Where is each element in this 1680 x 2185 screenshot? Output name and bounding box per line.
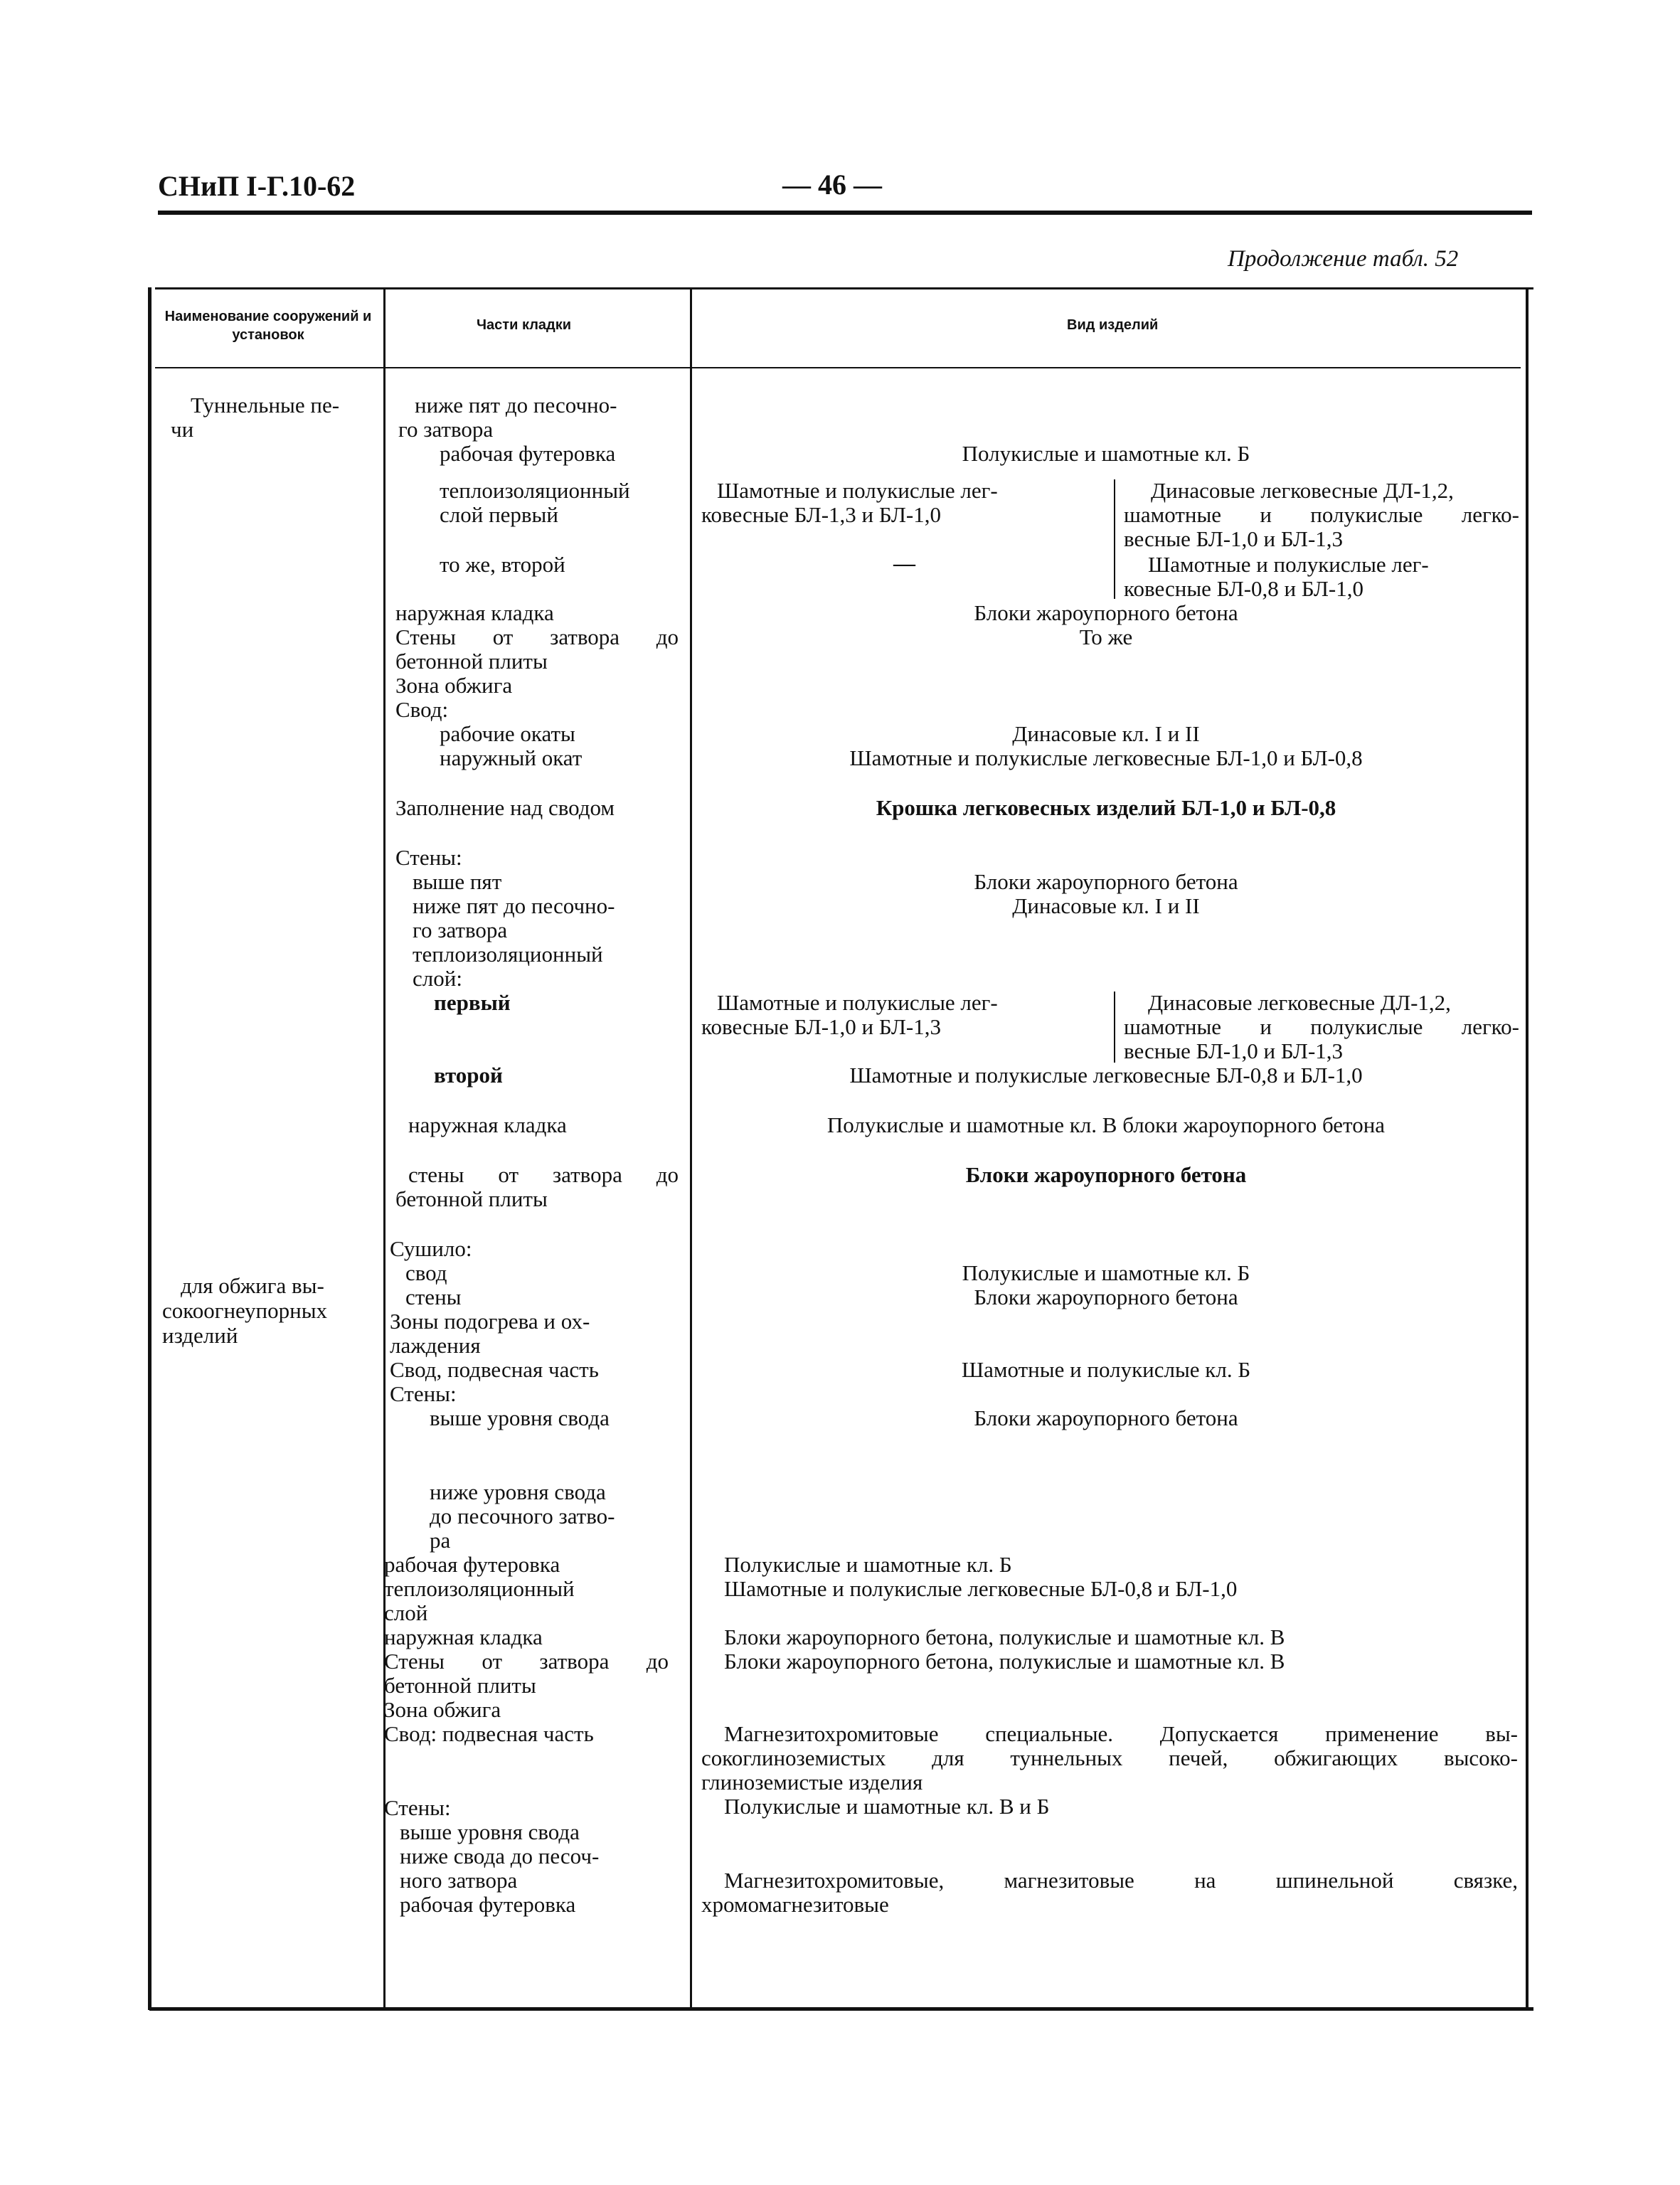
table-bottom-border [149,2007,1533,2011]
part-line: го затвора [398,417,494,442]
product-line: Магнезитохромитовые, магнезитовые на шпинельной связке, [724,1868,1518,1893]
installation-high-line-1: для обжига вы- [181,1273,324,1298]
part-line: Заполнение над сводом [395,795,615,820]
document-code: СНиП I-Г.10-62 [158,170,356,202]
part-line: Свод, подвесная часть [390,1357,599,1382]
part-line: то же, второй [440,552,565,577]
part-line: ного затвора [400,1868,518,1893]
part-line: Свод: подвесная часть [384,1721,594,1746]
column-header-parts: Части кладки [477,317,572,333]
product-line: Блоки жароупорного бетона [965,1162,1247,1187]
product-line: Блоки жароупорного бетона, полукислые и шамотные кл. В [724,1649,1285,1674]
product-line: Полукислые и шамотные кл. Б [962,441,1250,466]
installation-tunnel-line-2: чи [171,417,194,442]
page-number: — 46 — [782,169,882,201]
table-right-border [1526,287,1529,2009]
part-line: бетонной плиты [384,1673,536,1698]
product-line: Блоки жароупорного бетона [974,1285,1238,1309]
column-divider-2 [690,287,692,2009]
part-line: наружная кладка [408,1112,567,1137]
part-line: Зона обжига [395,673,513,698]
part-line: теплоизоляционный [384,1576,575,1601]
product-line: Блоки жароупорного бетона [974,600,1238,625]
product-line: глиноземистые изделия [701,1770,923,1795]
part-line: бетонной плиты [395,1186,548,1211]
part-line: ниже пят до песочно- [413,893,615,918]
product-line: Магнезитохромитовые специальные. Допускается применение вы- [724,1721,1518,1746]
product-line: Динасовые кл. I и II [1012,721,1200,746]
part-line: Стены: [390,1381,457,1406]
product-line: Шамотные и полукислые легковесные БЛ-0,8 и БЛ-1,0 [849,1063,1363,1088]
product-line: Шамотные и полукислые кл. Б [961,1357,1251,1382]
product-line-right: весные БЛ-1,0 и БЛ-1,3 [1124,1038,1344,1063]
product-line-right: ковесные БЛ-0,8 и БЛ-1,0 [1124,576,1364,601]
part-line: до песочного затво- [430,1504,615,1529]
product-line: Полукислые и шамотные кл. В блоки жароупорного бетона [826,1112,1386,1137]
part-line: Стены от затвора до [395,624,679,649]
part-line: Стены: [395,845,462,870]
part-line: Зоны подогрева и ох- [390,1309,590,1334]
column-header-name: Наименование сооружений и установок [164,309,372,343]
part-line: наружная кладка [384,1625,543,1649]
product-line: сокоглиноземистых для туннельных печей, обжигающих высоко- [701,1745,1518,1770]
part-line: бетонной плиты [395,649,548,674]
header-bottom-border [155,367,1521,368]
part-line: ниже пят до песочно- [415,393,617,418]
product-line-right: Динасовые легковесные ДЛ-1,2, [1148,990,1451,1015]
product-line-right: Шамотные и полукислые лег- [1148,552,1429,577]
part-line: второй [434,1063,503,1088]
part-line: ниже уровня свода [430,1479,606,1504]
split-divider [1114,479,1115,599]
product-line: Полукислые и шамотные кл. Б [724,1552,1012,1577]
product-line-right: шамотные и полукислые легко- [1124,1014,1519,1039]
part-line: слой [384,1600,428,1625]
part-line: теплоизоляционный [440,478,630,503]
part-line: рабочая футеровка [384,1552,560,1577]
product-line: Блоки жароупорного бетона [974,869,1238,894]
part-line: Стены от затвора до [384,1649,669,1674]
part-line: выше уровня свода [400,1819,580,1844]
part-line: стены от затвора до [408,1162,679,1187]
part-line: го затвора [413,918,508,942]
product-line-right: весные БЛ-1,0 и БЛ-1,3 [1124,526,1344,551]
product-line: Крошка легковесных изделий БЛ-1,0 и БЛ-0,8 [876,795,1336,820]
product-line: Блоки жароупорного бетона [974,1405,1238,1430]
part-line: Свод: [395,697,449,722]
part-line: стены [405,1285,462,1309]
table-left-border [148,287,151,2010]
part-line: теплоизоляционный [413,942,603,967]
product-line-left: ковесные БЛ-1,0 и БЛ-1,3 [701,1014,942,1039]
product-line: Динасовые кл. I и II [1012,893,1200,918]
part-line: выше уровня свода [430,1405,610,1430]
product-dash: — [893,551,915,575]
column-divider-1 [383,287,386,2009]
part-line: Зона обжига [384,1697,501,1722]
part-line: рабочая футеровка [440,441,616,466]
table-top-border [155,287,1533,289]
product-line: То же [1079,624,1133,649]
part-line: Стены: [384,1795,451,1820]
part-line: рабочая футеровка [400,1892,576,1917]
product-line-left: Шамотные и полукислые лег- [717,478,998,503]
part-line: свод [405,1260,447,1285]
product-line: Блоки жароупорного бетона, полукислые и шамотные кл. В [724,1625,1285,1649]
product-line-left: Шамотные и полукислые лег- [717,990,998,1015]
product-line: хромомагнезитовые [701,1892,889,1917]
part-line: ниже свода до песоч- [400,1844,600,1868]
part-line: первый [434,990,511,1015]
product-line: Шамотные и полукислые легковесные БЛ-0,8 и БЛ-1,0 [724,1576,1238,1601]
installation-tunnel-line-1: Туннельные пе- [191,393,340,418]
part-line: выше пят [413,869,502,894]
part-line: ра [430,1528,451,1553]
column-header-products: Вид изделий [1067,317,1159,333]
part-line: наружный окат [440,745,583,770]
split-divider [1114,992,1115,1063]
part-line: Сушило: [390,1236,472,1261]
product-line: Полукислые и шамотные кл. Б [962,1260,1250,1285]
header-rule [158,211,1532,215]
product-line-right: Динасовые легковесные ДЛ-1,2, [1151,478,1454,503]
part-line: наружная кладка [395,600,554,625]
table-continuation-note: Продолжение табл. 52 [1228,246,1459,272]
product-line-right: шамотные и полукислые легко- [1124,502,1519,527]
product-line: Шамотные и полукислые легковесные БЛ-1,0 и БЛ-0,8 [849,745,1363,770]
part-line: слой первый [440,502,558,527]
installation-high-line-3: изделий [162,1323,238,1348]
part-line: рабочие окаты [440,721,575,746]
installation-high-line-2: сокоогнеупорных [162,1298,328,1323]
part-line: лаждения [390,1333,481,1358]
product-line-left: ковесные БЛ-1,3 и БЛ-1,0 [701,502,942,527]
product-line: Полукислые и шамотные кл. В и Б [724,1794,1050,1819]
part-line: слой: [413,966,462,991]
